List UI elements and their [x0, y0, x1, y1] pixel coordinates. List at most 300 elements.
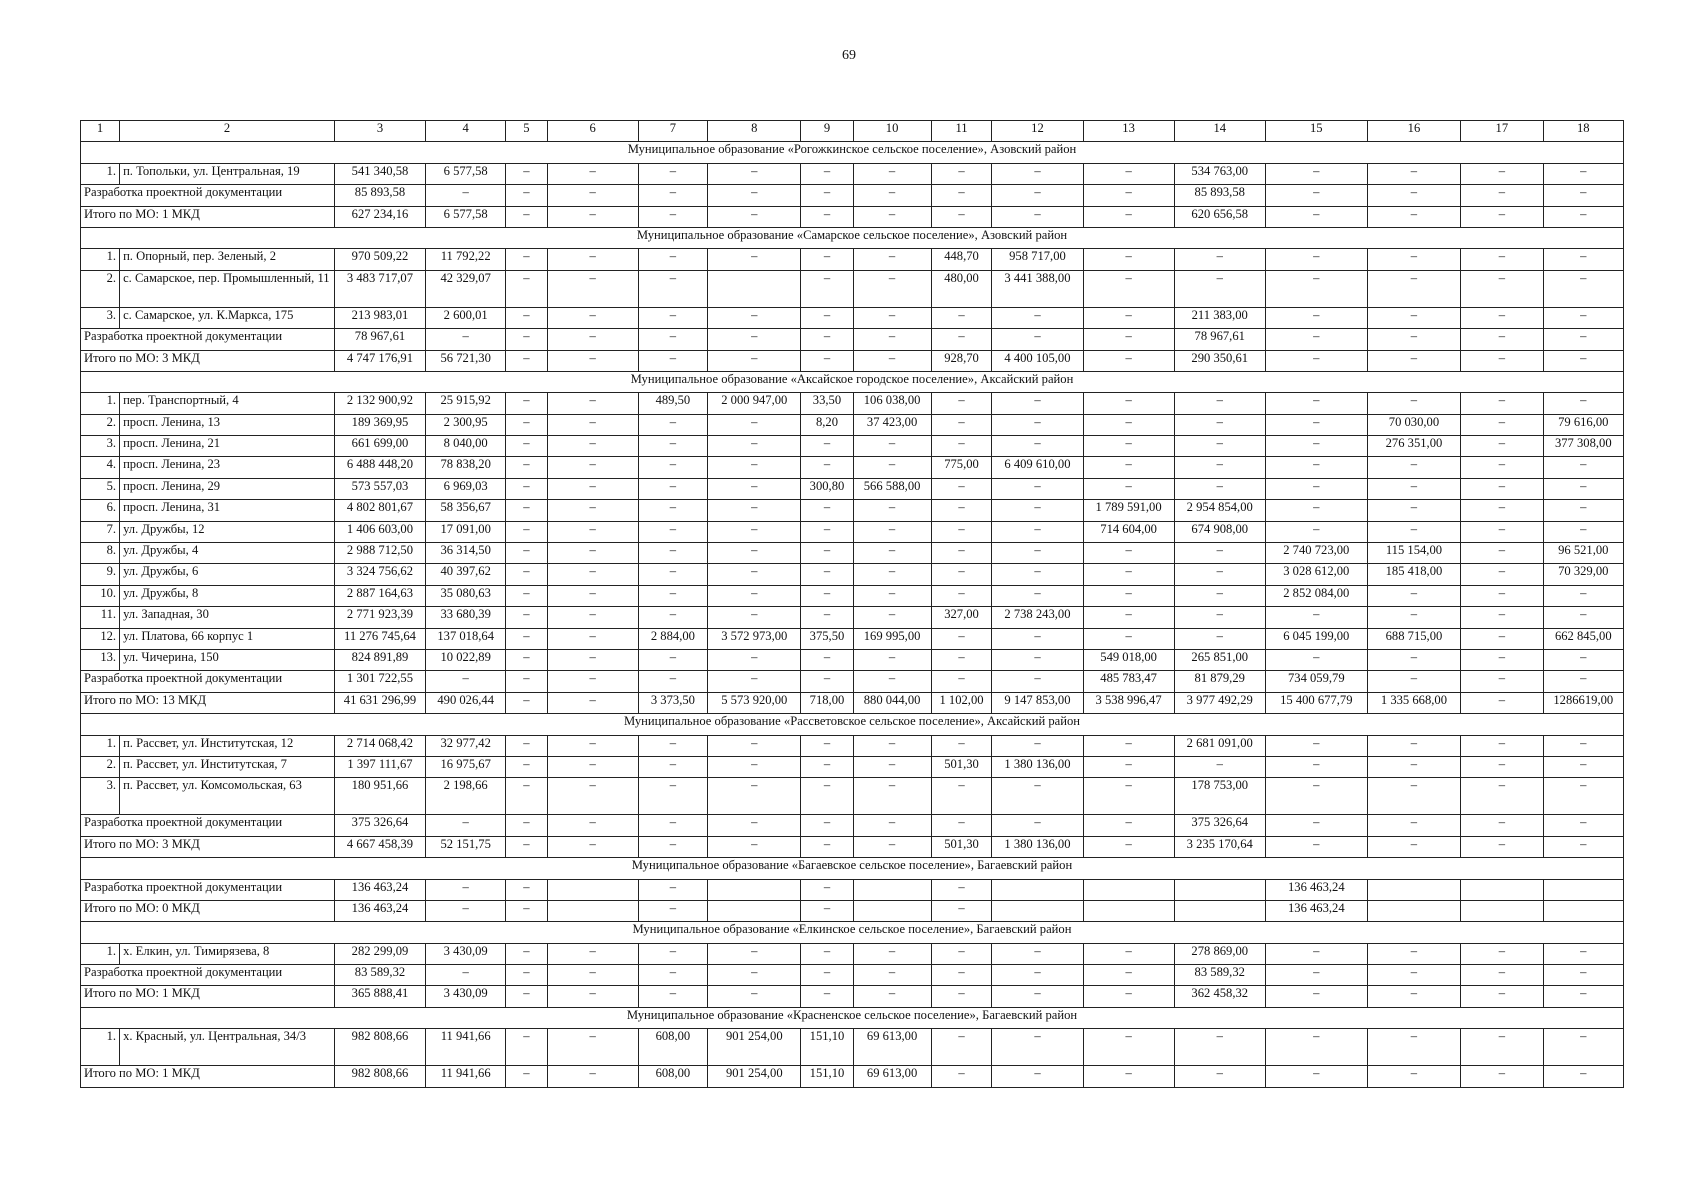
address-cell: ул. Дружбы, 6: [120, 564, 335, 585]
value-cell: –: [506, 307, 547, 328]
address-cell: просп. Ленина, 23: [120, 457, 335, 478]
value-cell: 982 808,66: [334, 1066, 425, 1087]
row-number: 9.: [81, 564, 120, 585]
value-cell: 11 941,66: [426, 1029, 506, 1066]
value-cell: –: [931, 307, 992, 328]
row-number: 3.: [81, 778, 120, 815]
value-cell: –: [506, 900, 547, 921]
address-cell: с. Самарское, ул. К.Маркса, 175: [120, 307, 335, 328]
column-header: 18: [1543, 121, 1623, 142]
value-cell: –: [1265, 393, 1367, 414]
value-cell: 490 026,44: [426, 692, 506, 713]
value-cell: –: [1367, 185, 1460, 206]
value-cell: –: [1461, 478, 1543, 499]
value-cell: –: [1367, 457, 1460, 478]
value-cell: –: [1543, 607, 1623, 628]
value-cell: 178 753,00: [1174, 778, 1265, 815]
value-cell: –: [931, 393, 992, 414]
value-cell: –: [1174, 607, 1265, 628]
value-cell: –: [708, 329, 801, 350]
value-cell: –: [801, 943, 853, 964]
value-cell: –: [1265, 350, 1367, 371]
address-cell: п. Рассвет, ул. Комсомольская, 63: [120, 778, 335, 815]
value-cell: –: [853, 649, 931, 670]
value-cell: –: [1083, 607, 1174, 628]
value-cell: –: [506, 163, 547, 184]
value-cell: 2 198,66: [426, 778, 506, 815]
value-cell: [1543, 900, 1623, 921]
address-cell: ул. Платова, 66 корпус 1: [120, 628, 335, 649]
value-cell: –: [853, 585, 931, 606]
value-cell: –: [992, 1066, 1083, 1087]
value-cell: 1 397 111,67: [334, 756, 425, 777]
value-cell: 4 667 458,39: [334, 836, 425, 857]
value-cell: –: [801, 815, 853, 836]
value-cell: –: [1174, 564, 1265, 585]
value-cell: –: [853, 543, 931, 564]
value-cell: 9 147 853,00: [992, 692, 1083, 713]
value-cell: 2 887 164,63: [334, 585, 425, 606]
value-cell: –: [992, 436, 1083, 457]
value-cell: –: [801, 900, 853, 921]
table-row: [81, 649, 1624, 670]
address-cell: с. Самарское, пер. Промышленный, 11: [120, 270, 335, 307]
table-row: [81, 778, 1624, 815]
value-cell: 70 030,00: [1367, 414, 1460, 435]
value-cell: –: [547, 815, 638, 836]
value-cell: –: [853, 329, 931, 350]
value-cell: –: [1461, 965, 1543, 986]
value-cell: –: [853, 943, 931, 964]
value-cell: –: [801, 543, 853, 564]
value-cell: –: [1543, 500, 1623, 521]
value-cell: 83 589,32: [1174, 965, 1265, 986]
table-row: [81, 628, 1624, 649]
value-cell: 327,00: [931, 607, 992, 628]
value-cell: –: [931, 543, 992, 564]
value-cell: –: [1461, 836, 1543, 857]
summary-row: [81, 185, 1624, 206]
value-cell: –: [931, 815, 992, 836]
value-cell: 2 714 068,42: [334, 735, 425, 756]
value-cell: –: [506, 1066, 547, 1087]
value-cell: –: [547, 500, 638, 521]
value-cell: 3 324 756,62: [334, 564, 425, 585]
summary-row: [81, 815, 1624, 836]
value-cell: 35 080,63: [426, 585, 506, 606]
value-cell: 3 373,50: [638, 692, 707, 713]
value-cell: 620 656,58: [1174, 206, 1265, 227]
value-cell: –: [1265, 986, 1367, 1007]
value-cell: –: [1367, 478, 1460, 499]
value-cell: –: [426, 965, 506, 986]
value-cell: –: [801, 163, 853, 184]
value-cell: –: [853, 756, 931, 777]
value-cell: 15 400 677,79: [1265, 692, 1367, 713]
value-cell: [547, 879, 638, 900]
value-cell: –: [801, 249, 853, 270]
value-cell: –: [931, 778, 992, 815]
value-cell: –: [506, 185, 547, 206]
value-cell: –: [708, 350, 801, 371]
value-cell: 4 802 801,67: [334, 500, 425, 521]
value-cell: 901 254,00: [708, 1066, 801, 1087]
value-cell: 3 235 170,64: [1174, 836, 1265, 857]
value-cell: –: [853, 815, 931, 836]
value-cell: –: [708, 478, 801, 499]
value-cell: –: [931, 943, 992, 964]
row-number: 7.: [81, 521, 120, 542]
value-cell: –: [1265, 163, 1367, 184]
value-cell: –: [708, 185, 801, 206]
value-cell: –: [801, 986, 853, 1007]
value-cell: –: [1265, 270, 1367, 307]
value-cell: –: [708, 815, 801, 836]
value-cell: 106 038,00: [853, 393, 931, 414]
page-number: 69: [842, 48, 856, 63]
value-cell: –: [853, 307, 931, 328]
value-cell: –: [931, 185, 992, 206]
value-cell: –: [1174, 478, 1265, 499]
value-cell: –: [638, 756, 707, 777]
section-title: Муниципальное образование «Багаевское сельское поселение», Багаевский район: [81, 858, 1624, 879]
section-title: Муниципальное образование «Елкинское сельское поселение», Багаевский район: [81, 922, 1624, 943]
value-cell: –: [638, 163, 707, 184]
value-cell: 32 977,42: [426, 735, 506, 756]
value-cell: –: [1083, 478, 1174, 499]
value-cell: –: [1083, 163, 1174, 184]
value-cell: –: [1367, 815, 1460, 836]
value-cell: –: [801, 329, 853, 350]
value-cell: –: [1265, 836, 1367, 857]
value-cell: 33,50: [801, 393, 853, 414]
section-title: Муниципальное образование «Рогожкинское сельское поселение», Азовский район: [81, 142, 1624, 163]
value-cell: –: [1367, 270, 1460, 307]
value-cell: –: [1265, 500, 1367, 521]
value-cell: –: [547, 1066, 638, 1087]
value-cell: –: [547, 649, 638, 670]
summary-label: Итого по МО: 1 МКД: [81, 206, 335, 227]
value-cell: –: [506, 500, 547, 521]
value-cell: –: [1265, 249, 1367, 270]
value-cell: –: [638, 735, 707, 756]
value-cell: –: [801, 607, 853, 628]
value-cell: –: [853, 206, 931, 227]
value-cell: –: [708, 735, 801, 756]
value-cell: –: [708, 965, 801, 986]
value-cell: –: [992, 500, 1083, 521]
value-cell: –: [426, 900, 506, 921]
value-cell: 541 340,58: [334, 163, 425, 184]
value-cell: –: [1461, 436, 1543, 457]
value-cell: –: [1543, 329, 1623, 350]
value-cell: –: [801, 307, 853, 328]
value-cell: –: [506, 329, 547, 350]
value-cell: –: [708, 649, 801, 670]
value-cell: –: [992, 649, 1083, 670]
value-cell: 970 509,22: [334, 249, 425, 270]
value-cell: –: [708, 836, 801, 857]
value-cell: –: [931, 879, 992, 900]
value-cell: 566 588,00: [853, 478, 931, 499]
value-cell: –: [708, 206, 801, 227]
value-cell: –: [931, 478, 992, 499]
value-cell: –: [1543, 778, 1623, 815]
value-cell: 151,10: [801, 1066, 853, 1087]
value-cell: –: [1367, 649, 1460, 670]
value-cell: –: [1543, 206, 1623, 227]
value-cell: 1 406 603,00: [334, 521, 425, 542]
value-cell: 290 350,61: [1174, 350, 1265, 371]
row-number: 4.: [81, 457, 120, 478]
value-cell: –: [931, 436, 992, 457]
value-cell: –: [638, 270, 707, 307]
value-cell: –: [708, 943, 801, 964]
value-cell: –: [853, 436, 931, 457]
address-cell: п. Рассвет, ул. Институтская, 7: [120, 756, 335, 777]
row-number: 3.: [81, 436, 120, 457]
column-number-header: [81, 121, 1624, 142]
value-cell: –: [708, 564, 801, 585]
table-row: [81, 585, 1624, 606]
value-cell: 56 721,30: [426, 350, 506, 371]
value-cell: –: [1367, 585, 1460, 606]
value-cell: –: [506, 521, 547, 542]
value-cell: –: [638, 607, 707, 628]
value-cell: –: [1083, 436, 1174, 457]
value-cell: –: [1367, 249, 1460, 270]
value-cell: –: [801, 350, 853, 371]
summary-row: [81, 965, 1624, 986]
value-cell: –: [1083, 270, 1174, 307]
value-cell: –: [638, 879, 707, 900]
value-cell: –: [1461, 649, 1543, 670]
value-cell: 16 975,67: [426, 756, 506, 777]
value-cell: 136 463,24: [1265, 900, 1367, 921]
value-cell: –: [547, 436, 638, 457]
value-cell: –: [1174, 270, 1265, 307]
value-cell: –: [853, 607, 931, 628]
value-cell: –: [638, 965, 707, 986]
table-row: [81, 543, 1624, 564]
value-cell: –: [1543, 986, 1623, 1007]
value-cell: –: [638, 414, 707, 435]
value-cell: –: [931, 585, 992, 606]
value-cell: –: [1265, 457, 1367, 478]
value-cell: –: [1367, 206, 1460, 227]
address-cell: ул. Чичерина, 150: [120, 649, 335, 670]
value-cell: [1174, 879, 1265, 900]
table-row: [81, 564, 1624, 585]
value-cell: –: [708, 607, 801, 628]
value-cell: –: [506, 943, 547, 964]
value-cell: –: [853, 735, 931, 756]
section-title: Муниципальное образование «Красненское сельское поселение», Багаевский район: [81, 1007, 1624, 1028]
value-cell: –: [1461, 671, 1543, 692]
value-cell: –: [1543, 756, 1623, 777]
value-cell: –: [1543, 350, 1623, 371]
value-cell: –: [1543, 1066, 1623, 1087]
value-cell: –: [1461, 393, 1543, 414]
value-cell: –: [1367, 986, 1460, 1007]
value-cell: –: [1367, 393, 1460, 414]
value-cell: 10 022,89: [426, 649, 506, 670]
value-cell: –: [638, 500, 707, 521]
value-cell: 734 059,79: [1265, 671, 1367, 692]
value-cell: 1 380 136,00: [992, 836, 1083, 857]
section-header-row: [81, 227, 1624, 248]
row-number: 1.: [81, 249, 120, 270]
value-cell: –: [708, 585, 801, 606]
value-cell: –: [708, 543, 801, 564]
value-cell: –: [992, 163, 1083, 184]
value-cell: 136 463,24: [1265, 879, 1367, 900]
value-cell: [708, 270, 801, 307]
value-cell: 489,50: [638, 393, 707, 414]
value-cell: 534 763,00: [1174, 163, 1265, 184]
value-cell: –: [992, 986, 1083, 1007]
summary-row: [81, 986, 1624, 1007]
column-header: 2: [120, 121, 335, 142]
table-row: [81, 1029, 1624, 1066]
value-cell: –: [506, 649, 547, 670]
value-cell: –: [853, 270, 931, 307]
value-cell: –: [1543, 307, 1623, 328]
value-cell: –: [1543, 815, 1623, 836]
value-cell: –: [506, 270, 547, 307]
value-cell: –: [853, 249, 931, 270]
value-cell: 85 893,58: [1174, 185, 1265, 206]
value-cell: 375 326,64: [334, 815, 425, 836]
value-cell: 2 132 900,92: [334, 393, 425, 414]
value-cell: 78 967,61: [334, 329, 425, 350]
value-cell: –: [1461, 756, 1543, 777]
value-cell: 2 738 243,00: [992, 607, 1083, 628]
value-cell: –: [1265, 329, 1367, 350]
value-cell: 480,00: [931, 270, 992, 307]
value-cell: –: [638, 478, 707, 499]
address-cell: п. Топольки, ул. Центральная, 19: [120, 163, 335, 184]
value-cell: 33 680,39: [426, 607, 506, 628]
value-cell: –: [931, 500, 992, 521]
value-cell: –: [992, 414, 1083, 435]
value-cell: –: [1367, 350, 1460, 371]
address-cell: ул. Дружбы, 4: [120, 543, 335, 564]
value-cell: 11 276 745,64: [334, 628, 425, 649]
value-cell: –: [1461, 521, 1543, 542]
value-cell: –: [1083, 307, 1174, 328]
value-cell: –: [853, 564, 931, 585]
value-cell: –: [992, 965, 1083, 986]
value-cell: –: [1461, 350, 1543, 371]
address-cell: ул. Дружбы, 12: [120, 521, 335, 542]
value-cell: –: [931, 564, 992, 585]
address-cell: просп. Ленина, 31: [120, 500, 335, 521]
value-cell: 213 983,01: [334, 307, 425, 328]
value-cell: 365 888,41: [334, 986, 425, 1007]
value-cell: 485 783,47: [1083, 671, 1174, 692]
address-cell: просп. Ленина, 29: [120, 478, 335, 499]
value-cell: –: [506, 585, 547, 606]
value-cell: –: [1543, 735, 1623, 756]
value-cell: 37 423,00: [853, 414, 931, 435]
value-cell: –: [931, 649, 992, 670]
value-cell: –: [638, 564, 707, 585]
section-header-row: [81, 858, 1624, 879]
value-cell: –: [1083, 249, 1174, 270]
value-cell: 2 740 723,00: [1265, 543, 1367, 564]
value-cell: –: [853, 836, 931, 857]
value-cell: –: [853, 986, 931, 1007]
value-cell: –: [1083, 350, 1174, 371]
value-cell: –: [1265, 965, 1367, 986]
summary-label: Разработка проектной документации: [81, 671, 335, 692]
value-cell: 69 613,00: [853, 1066, 931, 1087]
section-title: Муниципальное образование «Рассветовское сельское поселение», Аксайский район: [81, 714, 1624, 735]
summary-label: Итого по МО: 13 МКД: [81, 692, 335, 713]
value-cell: 1 335 668,00: [1367, 692, 1460, 713]
value-cell: 11 941,66: [426, 1066, 506, 1087]
summary-label: Разработка проектной документации: [81, 879, 335, 900]
value-cell: –: [853, 185, 931, 206]
value-cell: –: [547, 671, 638, 692]
value-cell: [708, 900, 801, 921]
value-cell: –: [1083, 457, 1174, 478]
value-cell: –: [1543, 521, 1623, 542]
value-cell: –: [506, 735, 547, 756]
value-cell: –: [1461, 329, 1543, 350]
address-cell: п. Опорный, пер. Зеленый, 2: [120, 249, 335, 270]
value-cell: –: [801, 436, 853, 457]
value-cell: –: [506, 815, 547, 836]
value-cell: 137 018,64: [426, 628, 506, 649]
value-cell: –: [708, 307, 801, 328]
value-cell: –: [992, 307, 1083, 328]
value-cell: –: [801, 836, 853, 857]
value-cell: –: [1461, 986, 1543, 1007]
value-cell: 718,00: [801, 692, 853, 713]
value-cell: 276 351,00: [1367, 436, 1460, 457]
value-cell: –: [638, 329, 707, 350]
value-cell: –: [506, 350, 547, 371]
value-cell: –: [801, 879, 853, 900]
value-cell: –: [547, 206, 638, 227]
value-cell: –: [547, 692, 638, 713]
value-cell: –: [1461, 628, 1543, 649]
value-cell: 17 091,00: [426, 521, 506, 542]
value-cell: –: [638, 185, 707, 206]
value-cell: –: [1265, 521, 1367, 542]
value-cell: 78 838,20: [426, 457, 506, 478]
value-cell: –: [1543, 965, 1623, 986]
value-cell: 573 557,03: [334, 478, 425, 499]
row-number: 3.: [81, 307, 120, 328]
value-cell: –: [1083, 965, 1174, 986]
value-cell: –: [708, 414, 801, 435]
value-cell: –: [547, 249, 638, 270]
row-number: 11.: [81, 607, 120, 628]
value-cell: –: [853, 671, 931, 692]
value-cell: –: [1461, 414, 1543, 435]
value-cell: –: [1543, 185, 1623, 206]
section-header-row: [81, 371, 1624, 392]
summary-label: Итого по МО: 3 МКД: [81, 350, 335, 371]
value-cell: –: [1174, 249, 1265, 270]
value-cell: –: [931, 735, 992, 756]
value-cell: –: [1367, 756, 1460, 777]
column-header: 12: [992, 121, 1083, 142]
column-header: 13: [1083, 121, 1174, 142]
